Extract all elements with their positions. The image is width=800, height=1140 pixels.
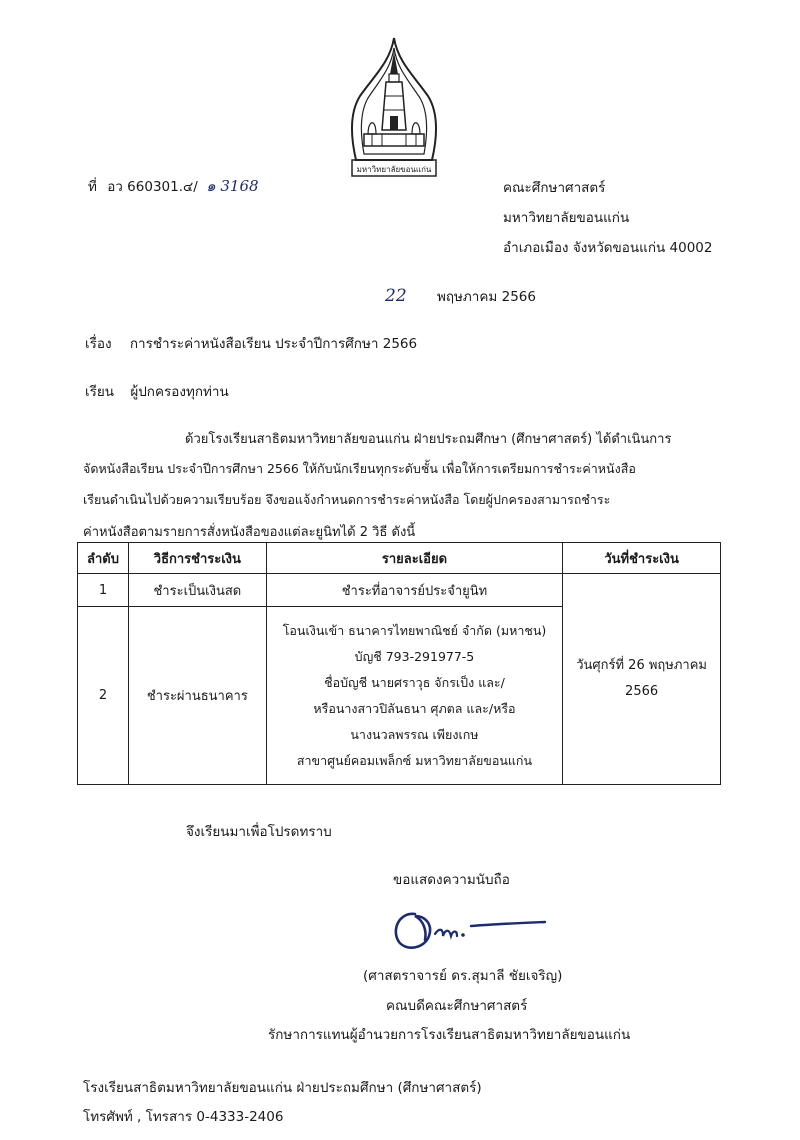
date-handwritten-day: 22: [385, 286, 407, 306]
payment-methods-table: [77, 542, 721, 785]
signer-acting-title: รักษาการแทนผู้อำนวยการโรงเรียนสาธิตมหาวิทยาลัยขอนแก่น: [268, 1027, 631, 1043]
table-row: [78, 574, 721, 607]
university-emblem-logo: [346, 34, 442, 184]
body-line-3: เรียนดำเนินไปด้วยความเรียบร้อย จึงขอแจ้งกำหนดการชำระค่าหนังสือ โดยผู้ปกครองสามารถชำระ: [83, 492, 611, 507]
footer-contact: โทรศัพท์ , โทรสาร 0-4333-2406: [83, 1109, 284, 1125]
regards-text: ขอแสดงความนับถือ: [393, 872, 510, 888]
row2-method: ชำระผ่านธนาคาร: [128, 607, 266, 785]
sender-address-line-3: อำเภอเมือง จังหวัดขอนแก่น 40002: [503, 240, 713, 256]
signature: [385, 902, 555, 954]
payment-date-line-1: วันศุกร์ที่ 26 พฤษภาคม: [576, 658, 707, 673]
header-payment-method: วิธีการชำระเงิน: [128, 543, 266, 574]
subject-label: เรื่อง: [85, 336, 112, 352]
payment-date-cell: [563, 574, 721, 785]
header-payment-date: วันที่ชำระเงิน: [563, 543, 721, 574]
row1-order: 1: [78, 574, 129, 607]
emblem-caption: มหาวิทยาลัยขอนแก่น: [356, 165, 432, 174]
row2-order: 2: [78, 607, 129, 785]
recipient-text: ผู้ปกครองทุกท่าน: [130, 384, 229, 400]
signer-title: คณบดีคณะศึกษาศาสตร์: [386, 998, 528, 1014]
footer-school-name: โรงเรียนสาธิตมหาวิทยาลัยขอนแก่น ฝ่ายประถมศึกษา (ศึกษาศาสตร์): [83, 1080, 482, 1096]
payment-date-line-2: 2566: [625, 684, 659, 699]
sender-address-line-1: คณะศึกษาศาสตร์: [503, 180, 606, 196]
row1-method: ชำระเป็นเงินสด: [128, 574, 266, 607]
letter-date: [385, 285, 536, 307]
bank-detail-line-4: หรือนางสาวปิลันธนา ศุภตล และ/หรือ: [313, 700, 516, 716]
body-line-2: จัดหนังสือเรียน ประจำปีการศึกษา 2566 ให้กับนักเรียนทุกระดับชั้น เพื่อให้การเตรียมการชำระค่าหนังสือ: [83, 461, 636, 476]
row2-detail: [266, 607, 562, 785]
reference-number: [88, 174, 259, 198]
header-details: รายละเอียด: [266, 543, 562, 574]
subject-text: การชำระค่าหนังสือเรียน ประจำปีการศึกษา 2566: [129, 336, 418, 352]
subject-line: [85, 332, 417, 354]
recipient-label: เรียน: [85, 384, 115, 400]
bank-detail-line-5: นางนวลพรรณ เพียงเกษ: [350, 726, 479, 742]
sender-address-line-2: มหาวิทยาลัยขอนแก่น: [503, 210, 630, 226]
signer-name: (ศาสตราจารย์ ดร.สุมาลี ชัยเจริญ): [363, 968, 563, 984]
reference-label: ที่: [88, 179, 97, 195]
reference-prefix: อว 660301.๔/: [107, 179, 198, 195]
body-line-4: ค่าหนังสือตามรายการสั่งหนังสือของแต่ละยูนิทได้ 2 วิธี ดังนี้: [83, 525, 416, 540]
row1-detail: ชำระที่อาจารย์ประจำยูนิท: [266, 574, 562, 607]
bank-detail-line-1: โอนเงินเข้า ธนาคารไทยพาณิชย์ จำกัด (มหาชน): [282, 622, 547, 638]
reference-handwritten-number: ๑ 3168: [206, 177, 259, 195]
bank-detail-line-6: สาขาศูนย์คอมเพล็กซ์ มหาวิทยาลัยขอนแก่น: [296, 752, 533, 768]
body-line-1: ด้วยโรงเรียนสาธิตมหาวิทยาลัยขอนแก่น ฝ่ายประถมศึกษา (ศึกษาศาสตร์) ได้ดำเนินการ: [185, 432, 672, 447]
bank-detail-line-2: บัญชี 793-291977-5: [354, 648, 475, 664]
table-header-row: [78, 543, 721, 574]
bank-detail-line-3: ชื่อบัญชี นายศราวุธ จักรเป็ง และ/: [324, 674, 505, 690]
date-month-year: พฤษภาคม 2566: [436, 289, 536, 305]
header-order: ลำดับ: [78, 543, 129, 574]
closing-text: จึงเรียนมาเพื่อโปรดทราบ: [186, 824, 332, 840]
recipient-line: [85, 380, 229, 402]
